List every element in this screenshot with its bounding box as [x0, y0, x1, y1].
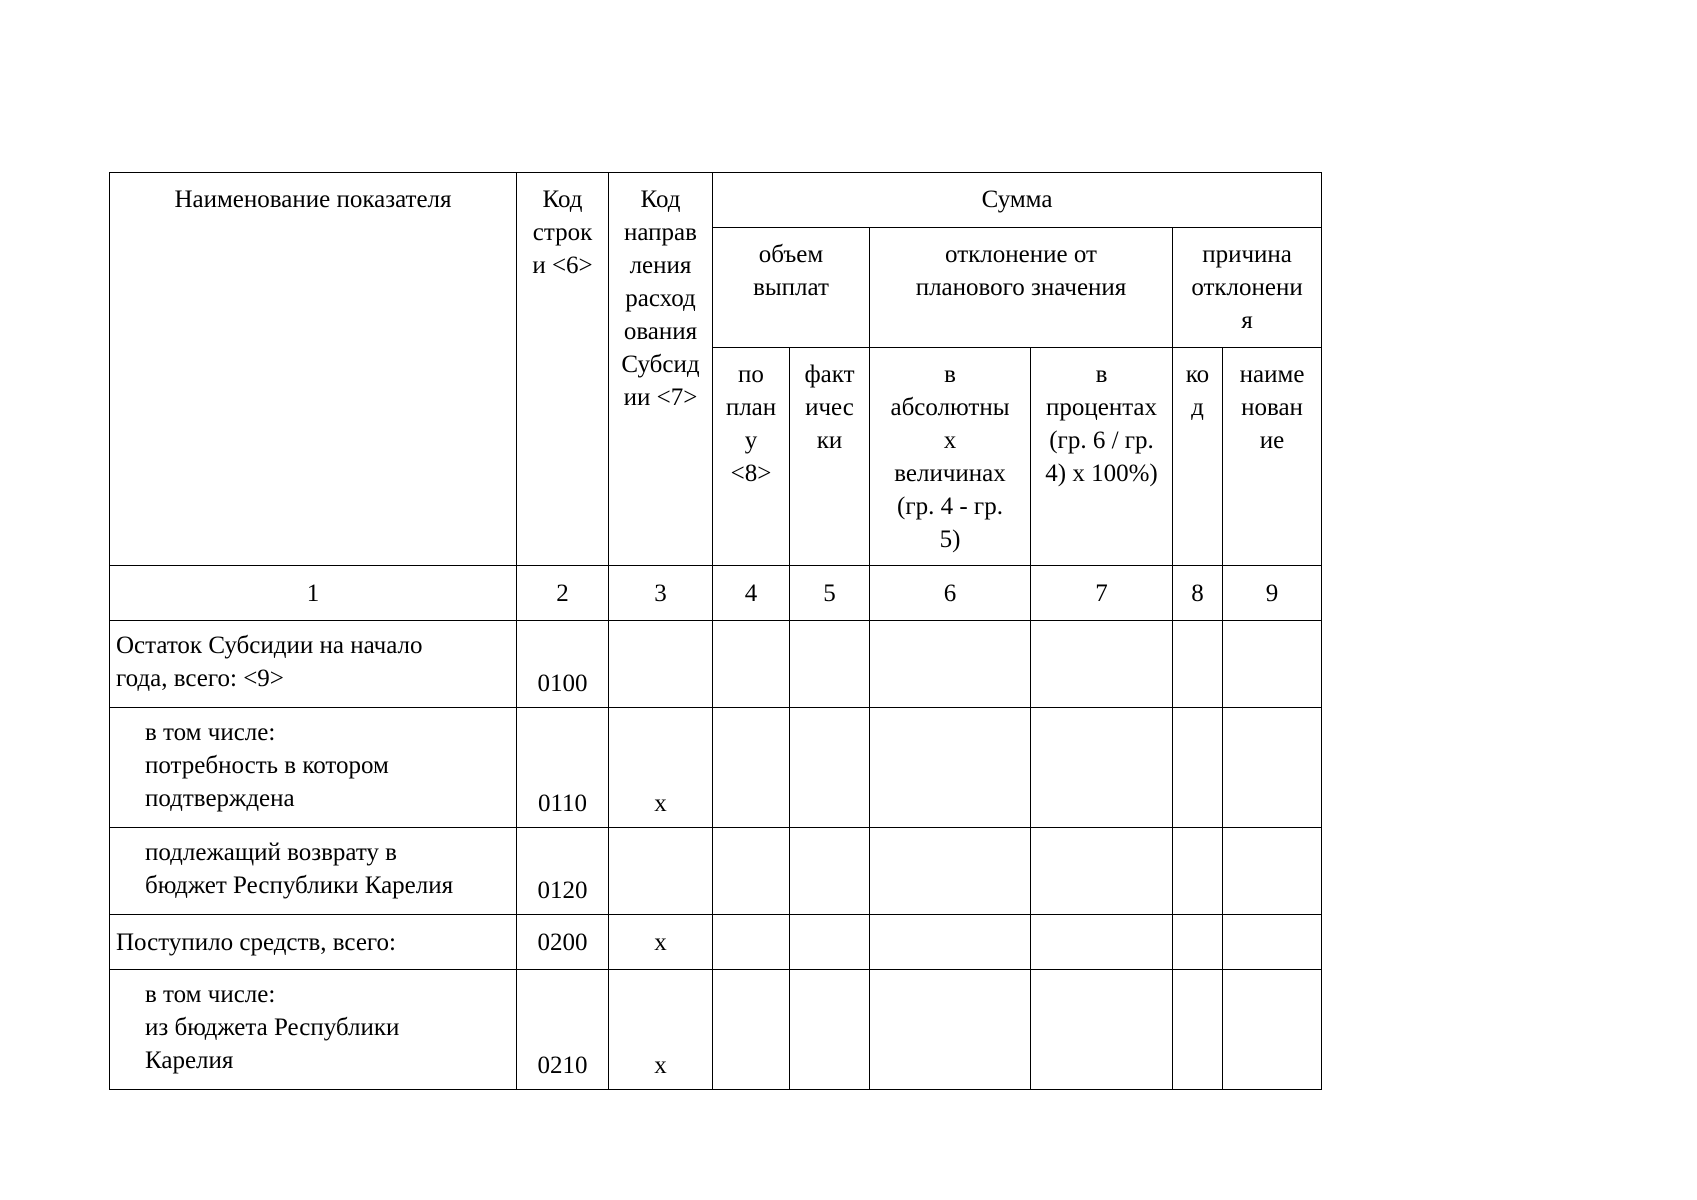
- row-code: 0100: [517, 621, 609, 708]
- header-reason-name-text: наиме нован ие: [1239, 361, 1305, 454]
- header-reason-name: [1223, 348, 1322, 566]
- header-actual-text: факт ичес ки: [804, 361, 855, 454]
- value-cell: [870, 708, 1031, 828]
- table-row: [110, 915, 1322, 970]
- header-row-1: [110, 173, 1322, 228]
- header-row-code: [517, 173, 609, 566]
- row-direction-code: [609, 621, 713, 708]
- row-direction-code: [609, 828, 713, 915]
- row-label: в том числе: потребность в котором подтверждена: [145, 719, 389, 812]
- header-reason-code-text: ко д: [1185, 361, 1210, 421]
- value-cell: [1031, 708, 1173, 828]
- row-direction-code: x: [609, 915, 713, 970]
- column-number: 6: [870, 566, 1031, 621]
- value-cell: [1031, 621, 1173, 708]
- row-label: Поступило средств, всего:: [116, 928, 396, 956]
- column-number-row: [110, 566, 1322, 621]
- row-code: 0120: [517, 828, 609, 915]
- value-cell: [1173, 828, 1223, 915]
- column-number: 8: [1173, 566, 1223, 621]
- value-cell: [790, 915, 870, 970]
- value-cell: [1173, 708, 1223, 828]
- row-code: 0200: [517, 915, 609, 970]
- value-cell: [1223, 621, 1322, 708]
- subsidy-report-table: [109, 172, 1322, 1090]
- value-cell: [1173, 621, 1223, 708]
- value-cell: [1031, 828, 1173, 915]
- header-deviation-text: отклонение от планового значения: [915, 241, 1127, 301]
- header-planned: [713, 348, 790, 566]
- header-sum: [713, 173, 1322, 228]
- header-reason-code: [1173, 348, 1223, 566]
- value-cell: [713, 915, 790, 970]
- row-direction-code: x: [609, 970, 713, 1090]
- value-cell: [1223, 915, 1322, 970]
- table-row: [110, 970, 1322, 1090]
- row-code: 0210: [517, 970, 609, 1090]
- header-deviation: [870, 228, 1173, 348]
- header-sum-text: Сумма: [981, 186, 1053, 213]
- header-actual: [790, 348, 870, 566]
- value-cell: [713, 828, 790, 915]
- value-cell: [713, 621, 790, 708]
- value-cell: [790, 621, 870, 708]
- value-cell: [870, 828, 1031, 915]
- value-cell: [1223, 708, 1322, 828]
- value-cell: [870, 970, 1031, 1090]
- header-absolute-text: в абсолютны х величинах (гр. 4 - гр. 5): [890, 361, 1010, 553]
- value-cell: [790, 828, 870, 915]
- row-label-cell: [110, 621, 517, 708]
- column-number: 5: [790, 566, 870, 621]
- value-cell: [1031, 970, 1173, 1090]
- value-cell: [713, 970, 790, 1090]
- row-code: 0110: [517, 708, 609, 828]
- value-cell: [790, 708, 870, 828]
- value-cell: [870, 621, 1031, 708]
- value-cell: [1223, 828, 1322, 915]
- column-number: 2: [517, 566, 609, 621]
- table-row: [110, 828, 1322, 915]
- row-label-cell: [110, 708, 517, 828]
- header-percent-text: в процентах (гр. 6 / гр. 4) х 100%): [1045, 361, 1158, 487]
- row-label: в том числе: из бюджета Республики Карелия: [145, 981, 400, 1074]
- value-cell: [790, 970, 870, 1090]
- column-number: 1: [110, 566, 517, 621]
- column-number: 7: [1031, 566, 1173, 621]
- row-label: Остаток Субсидии на начало года, всего: <9>: [116, 632, 423, 692]
- header-payout-volume: [713, 228, 870, 348]
- header-planned-text: по план у <8>: [725, 361, 777, 487]
- column-number: 9: [1223, 566, 1322, 621]
- value-cell: [1173, 915, 1223, 970]
- header-reason-text: причина отклонени я: [1191, 241, 1303, 334]
- value-cell: [1031, 915, 1173, 970]
- value-cell: [1223, 970, 1322, 1090]
- row-label-cell: [110, 828, 517, 915]
- row-direction-code: x: [609, 708, 713, 828]
- header-indicator-name: [110, 173, 517, 566]
- header-indicator-name-text: Наименование показателя: [174, 186, 452, 213]
- column-number: 3: [609, 566, 713, 621]
- header-row-code-text: Код строк и <6>: [532, 186, 593, 279]
- header-payout-volume-text: объем выплат: [753, 241, 829, 301]
- header-percent: [1031, 348, 1173, 566]
- table-row: [110, 708, 1322, 828]
- column-number: 4: [713, 566, 790, 621]
- header-reason: [1173, 228, 1322, 348]
- header-absolute: [870, 348, 1031, 566]
- row-label-cell: [110, 915, 517, 970]
- row-label: подлежащий возврату в бюджет Республики Карелия: [145, 839, 454, 899]
- row-label-cell: [110, 970, 517, 1090]
- header-direction-code-text: Код направ ления расход ования Субсид ии <7>: [621, 186, 700, 411]
- table-row: [110, 621, 1322, 708]
- value-cell: [1173, 970, 1223, 1090]
- header-direction-code: [609, 173, 713, 566]
- value-cell: [713, 708, 790, 828]
- value-cell: [870, 915, 1031, 970]
